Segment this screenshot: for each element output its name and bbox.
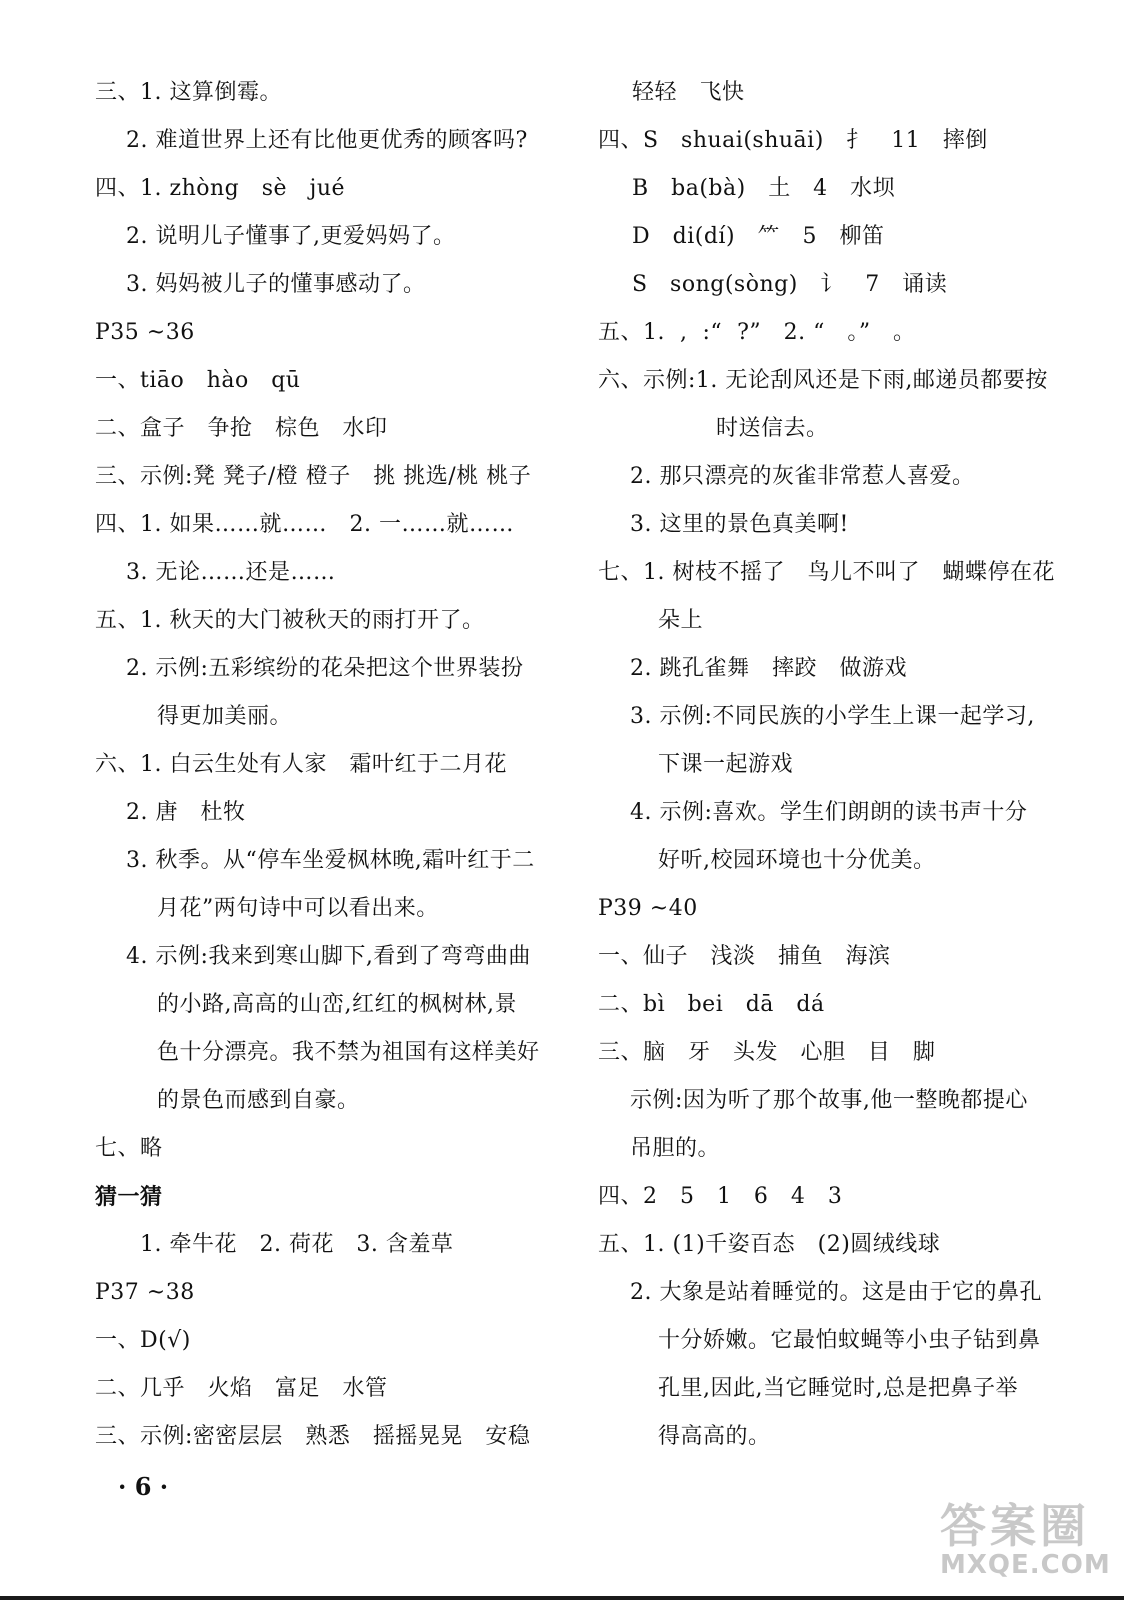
bottom-rule (0, 1596, 1124, 1600)
watermark-url: MXQE.COM (940, 1550, 1111, 1580)
answer-line: 色十分漂亮。我不禁为祖国有这样美好 (157, 1040, 540, 1065)
answer-line: 孔里,因此,当它睡觉时,总是把鼻子举 (658, 1376, 1018, 1401)
answer-line: 3. 秋季。从“停车坐爱枫林晚,霜叶红于二 (126, 848, 535, 873)
answer-line: 3. 这里的景色真美啊! (630, 512, 849, 537)
answer-line: 五、1. 秋天的大门被秋天的雨打开了。 (95, 608, 485, 633)
answer-line: 一、D(√) (95, 1328, 191, 1353)
answer-line: 2. 示例:五彩缤纷的花朵把这个世界装扮 (126, 656, 524, 681)
answer-line: 三、示例:密密层层 熟悉 摇摇晃晃 安稳 (95, 1424, 531, 1449)
answer-line: 轻轻 飞快 (632, 80, 745, 105)
answer-line: 的景色而感到自豪。 (157, 1088, 360, 1113)
answer-line: 3. 妈妈被儿子的懂事感动了。 (126, 272, 426, 297)
answer-line: 三、脑 牙 头发 心胆 目 脚 (598, 1040, 936, 1065)
answer-line: 一、仙子 浅淡 捕鱼 海滨 (598, 944, 891, 969)
answer-line: 2. 唐 杜牧 (126, 800, 246, 825)
section-heading: 猜一猜 (95, 1184, 163, 1210)
answer-line: 月花”两句诗中可以看出来。 (157, 896, 439, 921)
answer-line: 2. 大象是站着睡觉的。这是由于它的鼻孔 (630, 1280, 1042, 1305)
answer-line: 四、S shuai(shuāi) 扌 11 摔倒 (598, 128, 988, 153)
answer-line: 二、几乎 火焰 富足 水管 (95, 1376, 388, 1401)
answer-line: 一、tiāo hào qū (95, 368, 301, 393)
answer-line: 十分娇嫩。它最怕蚊蝇等小虫子钻到鼻 (658, 1328, 1041, 1353)
watermark-title: 答案圈 (940, 1499, 1090, 1553)
answer-line: 2. 那只漂亮的灰雀非常惹人喜爱。 (630, 464, 975, 489)
answer-line: 2. 跳孔雀舞 摔跤 做游戏 (630, 656, 907, 681)
answer-line: 朵上 (658, 608, 704, 633)
answer-line: 吊胆的。 (630, 1136, 721, 1161)
answer-line: 七、略 (95, 1136, 163, 1161)
watermark-logo (940, 1490, 1120, 1590)
answer-line: 得高高的。 (658, 1424, 771, 1449)
answer-line: 2. 难道世界上还有比他更优秀的顾客吗? (126, 128, 528, 153)
answer-line: 五、1. (1)千姿百态 (2)圆绒线球 (598, 1232, 941, 1257)
answer-line: 3. 示例:不同民族的小学生上课一起学习, (630, 704, 1035, 729)
section-heading: P37 ~38 (95, 1280, 195, 1305)
answer-line: 四、2 5 1 6 4 3 (598, 1184, 843, 1209)
answer-line: 1. 牵牛花 2. 荷花 3. 含羞草 (140, 1232, 454, 1257)
answer-line: 三、1. 这算倒霉。 (95, 80, 282, 105)
section-heading: P39 ~40 (598, 896, 698, 921)
answer-line: 的小路,高高的山峦,红红的枫树林,景 (157, 992, 517, 1017)
answer-line: 二、bì bei dā dá (598, 992, 825, 1017)
answer-line: 示例:因为听了那个故事,他一整晚都提心 (630, 1088, 1028, 1113)
answer-line: D di(dí) ⺮ 5 柳笛 (632, 224, 885, 249)
answer-line: S song(sòng) 讠 7 诵读 (632, 272, 948, 297)
answer-line: 2. 说明儿子懂事了,更爱妈妈了。 (126, 224, 456, 249)
answer-line: 六、示例:1. 无论刮风还是下雨,邮递员都要按 (598, 368, 1048, 393)
answer-line: 下课一起游戏 (658, 752, 794, 777)
answer-line: 4. 示例:喜欢。学生们朗朗的读书声十分 (630, 800, 1028, 825)
answer-line: 七、1. 树枝不摇了 鸟儿不叫了 蝴蝶停在花 (598, 560, 1055, 585)
answer-line: 得更加美丽。 (157, 704, 293, 729)
answer-line: 二、盒子 争抢 棕色 水印 (95, 416, 388, 441)
answer-line: 4. 示例:我来到寒山脚下,看到了弯弯曲曲 (126, 944, 531, 969)
section-heading: P35 ~36 (95, 320, 195, 345)
answer-line: B ba(bà) 土 4 水坝 (632, 176, 896, 201)
answer-line: 四、1. 如果……就…… 2. 一……就…… (95, 512, 514, 537)
answer-line: 四、1. zhòng sè jué (95, 176, 346, 201)
answer-line: 六、1. 白云生处有人家 霜叶红于二月花 (95, 752, 507, 777)
answer-line: 五、1. , :“ ?” 2. “ 。” 。 (598, 320, 916, 345)
answer-line: 三、示例:凳 凳子/橙 橙子 挑 挑选/桃 桃子 (95, 464, 532, 489)
answer-line: 3. 无论……还是…… (126, 560, 336, 585)
page-number: · 6 · (118, 1472, 169, 1501)
answer-line: 时送信去。 (716, 416, 829, 441)
answer-line: 好听,校园环境也十分优美。 (658, 848, 936, 873)
